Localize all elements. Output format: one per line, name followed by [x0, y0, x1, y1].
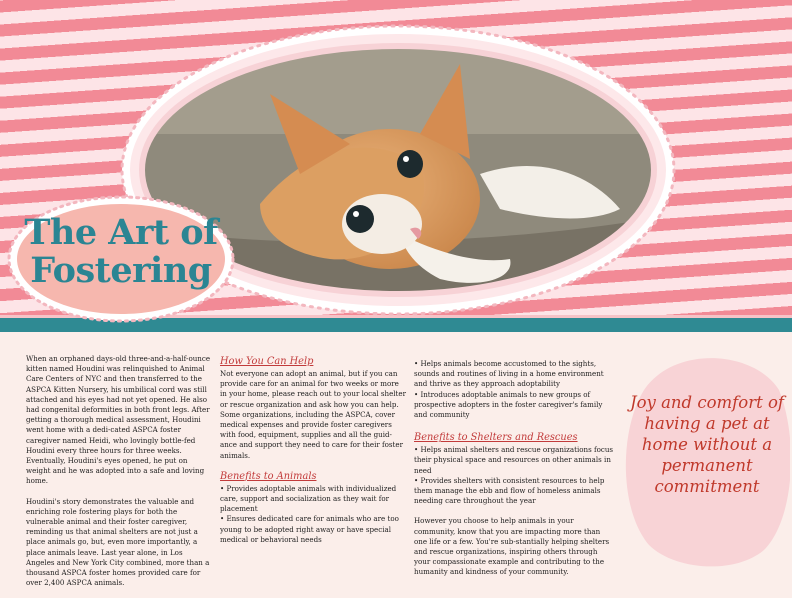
list-item: • Ensures dedicated care for animals who are too young to be adopted right away or have special medical or behavioral needs [220, 514, 399, 544]
list-item: • Helps animal shelters and rescue organizations focus their physical space and resources on other animals in need [414, 445, 614, 475]
benefits-shelters-heading: Benefits to Shelters and Rescues [414, 432, 578, 444]
page-title [6, 214, 236, 290]
benefits-shelters-list [414, 445, 614, 506]
list-item: • Provides adoptable animals with individualized care, support and socialization as they wait for placement [220, 483, 397, 514]
help-column [220, 354, 406, 545]
how-you-can-help-body: Not everyone can adopt an animal, but if you can provide care for an animal for two weeks or more in your home, please reach out to your local shelter or rescue organization and ask how you can help. Some organizations, including the ASPCA, cover medical expenses and provide foster caregivers with food, equipment, supplies and all the guid-ance and support they need to care for their foster animals. [220, 369, 406, 460]
intro-column [26, 354, 212, 598]
closing-paragraph: However you choose to help animals in your community, know that you are impacting more than one life or a few. You're sub-stantially helping shelters and rescue organizations, inspiring others through your compassionate example and contributing to the humanity and kindness of your community. [414, 516, 610, 577]
benefits-animals-list-continued [414, 359, 614, 420]
title-line-1: The Art of [24, 212, 218, 253]
intro-paragraph-2: Houdini's story demonstrates the valuable and enriching role fostering plays for both the vulnerable animal and their foster caregiver, reminding us that animal shelters are not just a place animals go, but, even more importantly, a place animals leave. Last year alone, in Los Angeles and New York City combined, more than a thousand ASPCA foster homes provided care for over 2,400 ASPCA animals. [26, 496, 210, 588]
title-line-2: Fostering [30, 250, 212, 291]
how-you-can-help-heading: How You Can Help [220, 356, 314, 367]
pull-quote: Joy and comfort of having a pet at home without a permanent commitment [629, 393, 785, 496]
list-item: • Provides shelters with consistent resources to help them manage the ebb and flow of homeless animals needing care throughout the year [414, 475, 605, 506]
list-item: • Helps animals become accustomed to the sights, sounds and routines of living in a home environment and thrive as they approach adoptability [414, 359, 604, 389]
benefits-animals-list [220, 484, 406, 545]
benefits-animals-heading: Benefits to Animals [220, 470, 317, 482]
shelters-column [414, 359, 614, 588]
intro-paragraph-1: When an orphaned days-old three-and-a-half-ounce kitten named Houdini was relinquished to Animal Care Centers of NYC and then transferred to the ASPCA Kitten Nursery, his umbilical cord was still attached and his eyes had not yet opened. He also had congenital deformities in both front legs. After getting a thorough medical assessment, Houdini went home with a dedi-cated ASPCA foster caregiver named Heidi, who lovingly bottle-fed Houdini every three hours for three weeks. Eventually, Houdini's eyes opened, he put on weight and he was adopted into a safe and loving home. [26, 354, 211, 486]
list-item: • Introduces adoptable animals to new groups of prospective adopters in the foster caregiver's family and community [414, 389, 603, 420]
